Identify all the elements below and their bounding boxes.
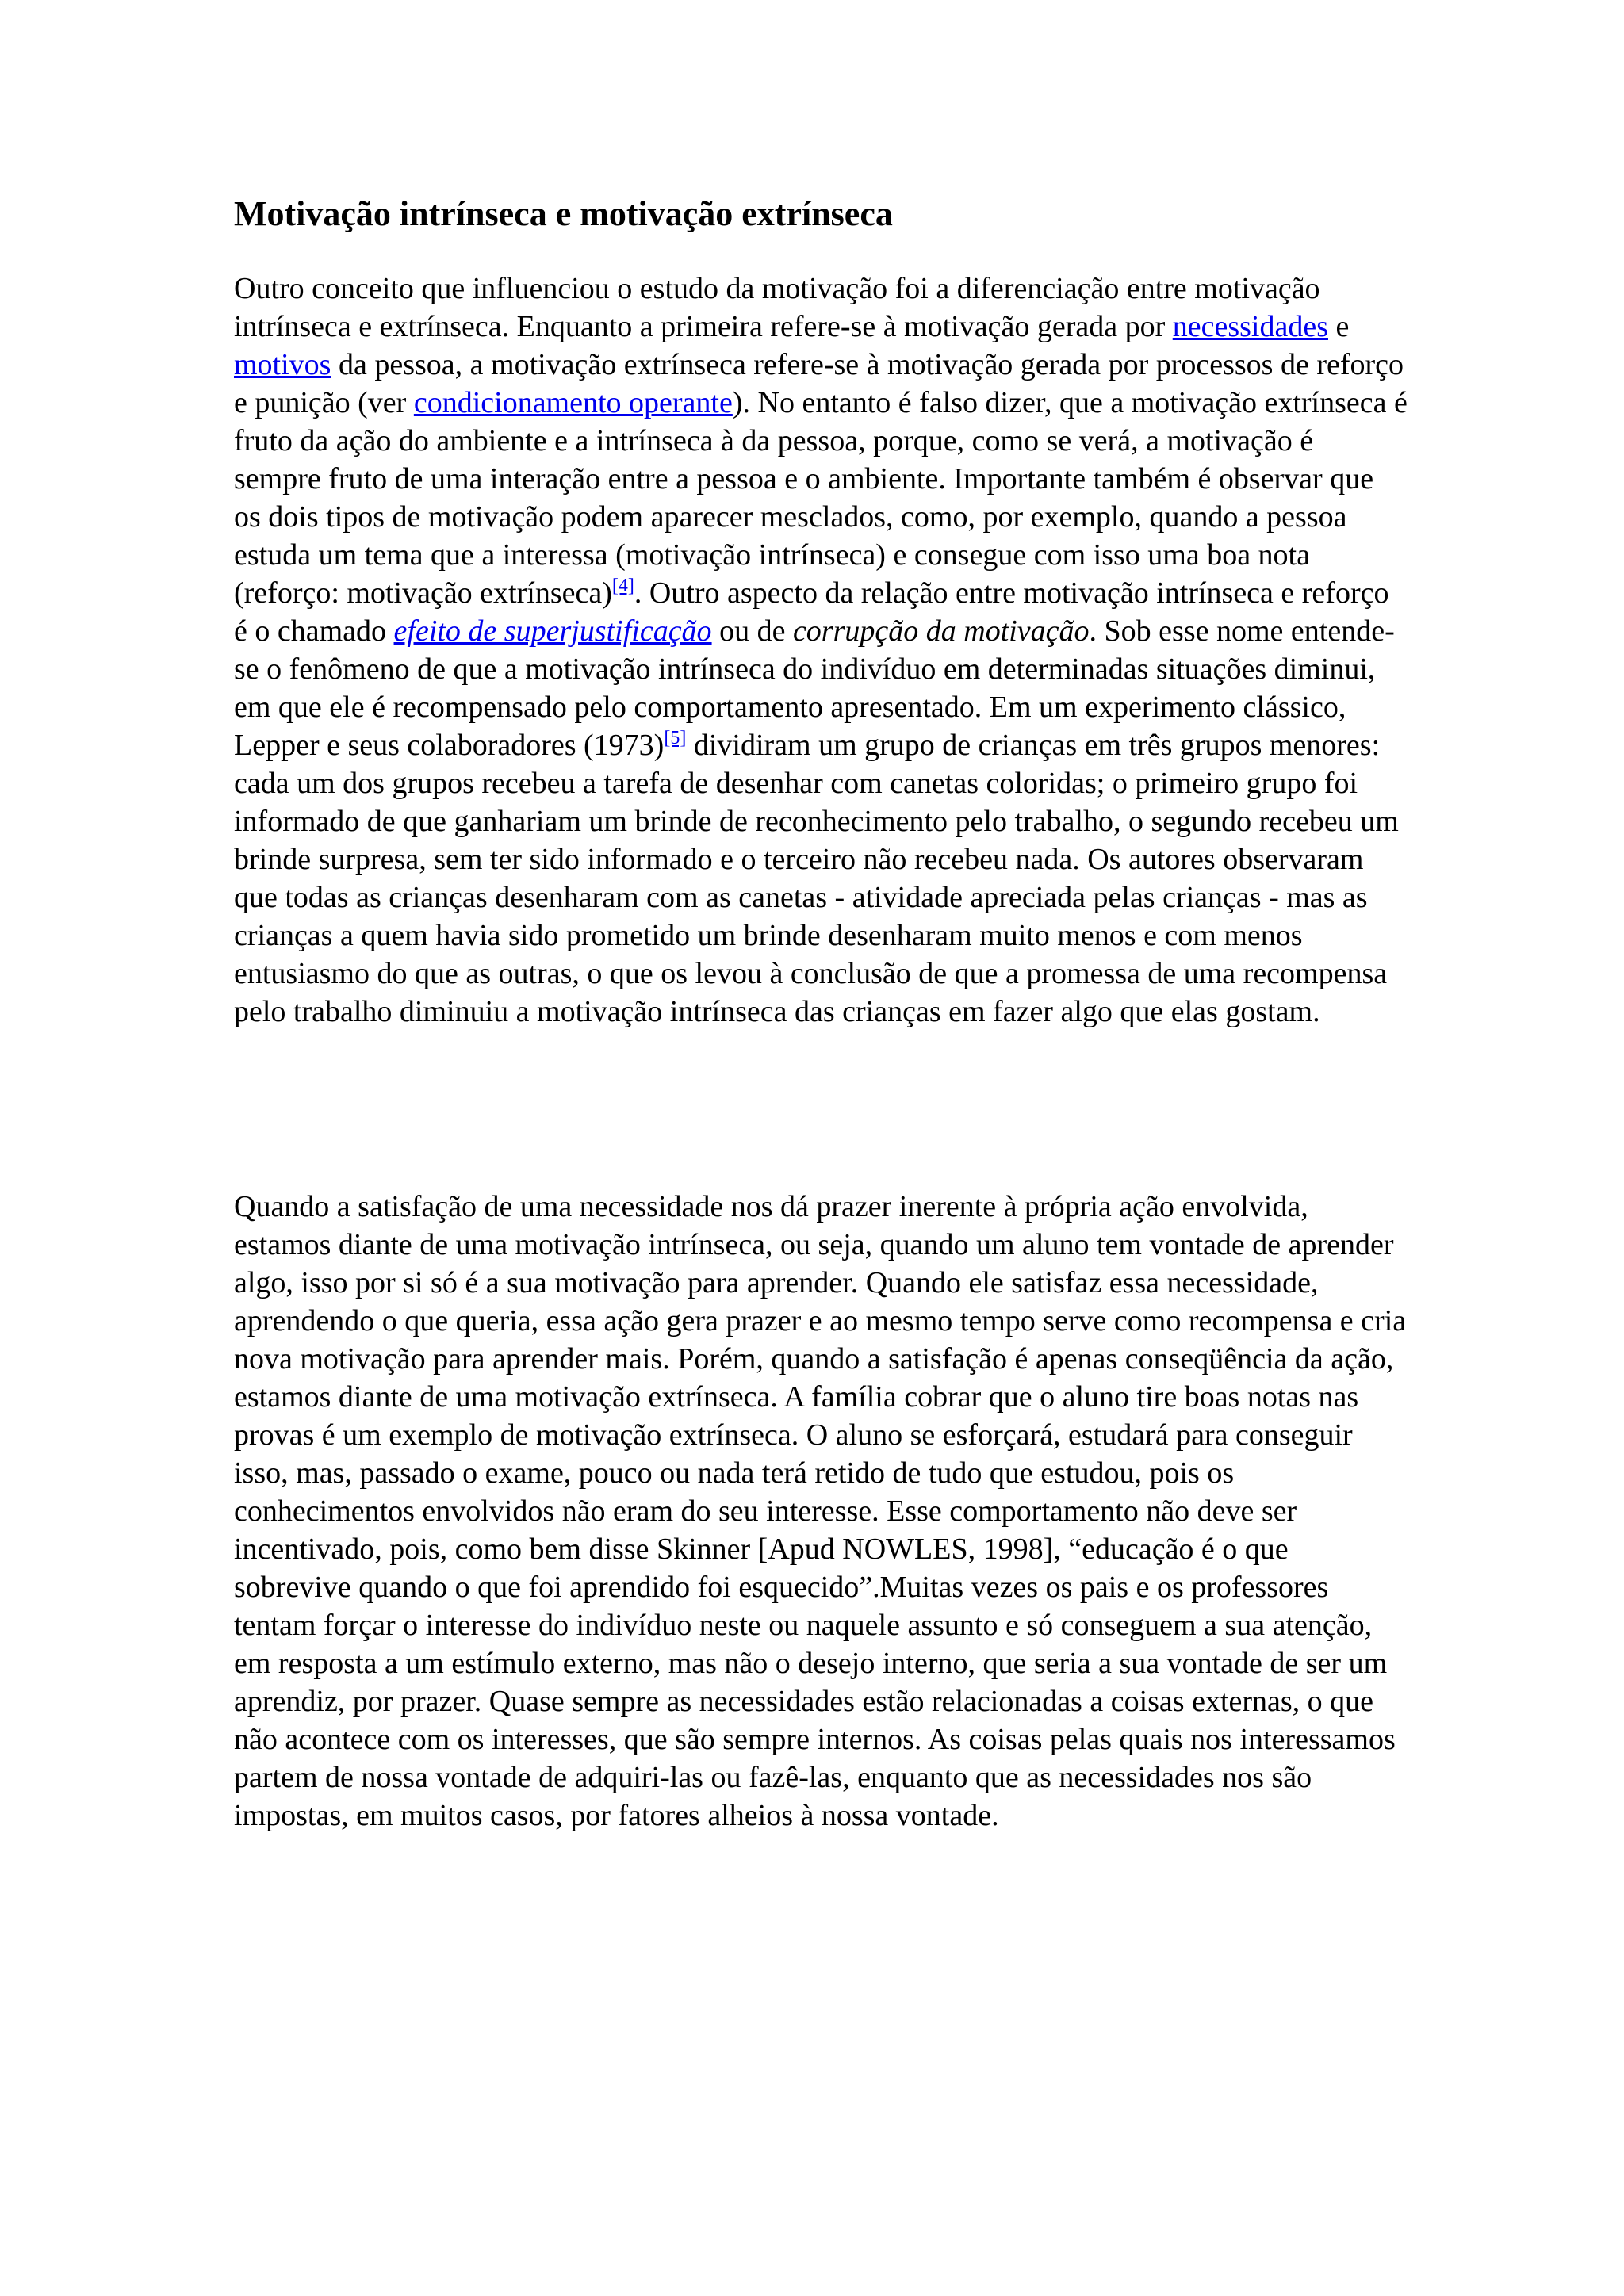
document-content [234,190,1408,1835]
link-efeito-de-superjustificacao[interactable]: efeito de superjustificação [393,614,712,648]
paragraph-1-text-6: ou de [711,614,793,648]
paragraph-1-text-4: ). No entanto é falso dizer, que a motivação extrínseca é fruto da ação do ambiente e a intrínseca à da pessoa, porque, como se verá, a motivação é sempre fruto de uma interação entre a pessoa e o ambiente. Importante também é observar que os dois tipos de motivação podem aparecer mesclados, como, por exemplo, quando a pessoa estuda um tema que a interessa (motivação intrínseca) e consegue com isso uma boa nota (reforço: motivação extrínseca) [234,386,1408,610]
link-condicionamento-operante[interactable]: condicionamento operante [413,386,733,419]
footnote-ref-4[interactable]: [4] [611,576,634,596]
link-necessidades[interactable]: necessidades [1172,310,1328,343]
paragraph-1-text-1: Outro conceito que influenciou o estudo da motivação foi a diferenciação entre motivação intrínseca e extrínseca. Enquanto a primeira refere-se à motivação gerada por [234,272,1320,343]
paragraph-1-text-5: . Outro aspecto da relação entre motivação intrínseca e reforço é o chamado [234,576,1389,648]
document-title: Motivação intrínseca e motivação extrínseca [234,194,893,233]
footnote-ref-5[interactable]: [5] [664,728,687,748]
paragraph-1 [234,270,1408,1031]
paragraph-1-text-2: e [1328,310,1350,343]
paragraph-1-text-7: . Sob esse nome entende-se o fenômeno de que a motivação intrínseca do indivíduo em determinadas situações diminui, em que ele é recompensado pelo comportamento apresentado. Em um experimento clássico, Lepper e seus colaboradores (1973) [234,614,1395,762]
term-corrupcao-da-motivacao: corrupção da motivação [792,614,1090,648]
paragraph-2: Quando a satisfação de uma necessidade nos dá prazer inerente à própria ação envolvida, estamos diante de uma motivação intrínseca, ou seja, quando um aluno tem vontade de aprender algo, isso por si só é a sua motivação para aprender. Quando ele satisfaz essa necessidade, aprendendo o que queria, essa ação gera prazer e ao mesmo tempo serve como recompensa e cria nova motivação para aprender mais. Porém, quando a satisfação é apenas conseqüência da ação, estamos diante de uma motivação extrínseca. A família cobrar que o aluno tire boas notas nas provas é um exemplo de motivação extrínseca. O aluno se esforçará, estudará para conseguir isso, mas, passado o exame, pouco ou nada terá retido de tudo que estudou, pois os conhecimentos envolvidos não eram do seu interesse. Esse comportamento não deve ser incentivado, pois, como bem disse Skinner [Apud NOWLES, 1998], “educação é o que sobrevive quando o que foi aprendido foi esquecido”.Muitas vezes os pais e os professores tentam forçar o interesse do indivíduo neste ou naquele assunto e só conseguem a sua atenção, em resposta a um estímulo externo, mas não o desejo interno, que seria a sua vontade de ser um aprendiz, por prazer. Quase sempre as necessidades estão relacionadas a coisas externas, o que não acontece com os interesses, que são sempre internos. As coisas pelas quais nos interessamos partem de nossa vontade de adquiri-las ou fazê-las, enquanto que as necessidades nos são impostas, em muitos casos, por fatores alheios à nossa vontade. [234,1190,1407,1832]
paragraph-1-text-8: dividiram um grupo de crianças em três grupos menores: cada um dos grupos recebeu a tarefa de desenhar com canetas coloridas; o primeiro grupo foi informado de que ganhariam um brinde de reconhecimento pelo trabalho, o segundo recebeu um brinde surpresa, sem ter sido informado e o terceiro não recebeu nada. Os autores observaram que todas as crianças desenharam com as canetas - atividade apreciada pelas crianças - mas as crianças a quem havia sido prometido um brinde desenharam muito menos e com menos entusiasmo do que as outras, o que os levou à conclusão de que a promessa de uma recompensa pelo trabalho diminuiu a motivação intrínseca das crianças em fazer algo que elas gostam. [234,729,1399,1028]
paragraph-1-text-3: da pessoa, a motivação extrínseca refere-se à motivação gerada por processos de reforço e punição (ver [234,348,1404,419]
link-motivos[interactable]: motivos [234,348,331,381]
